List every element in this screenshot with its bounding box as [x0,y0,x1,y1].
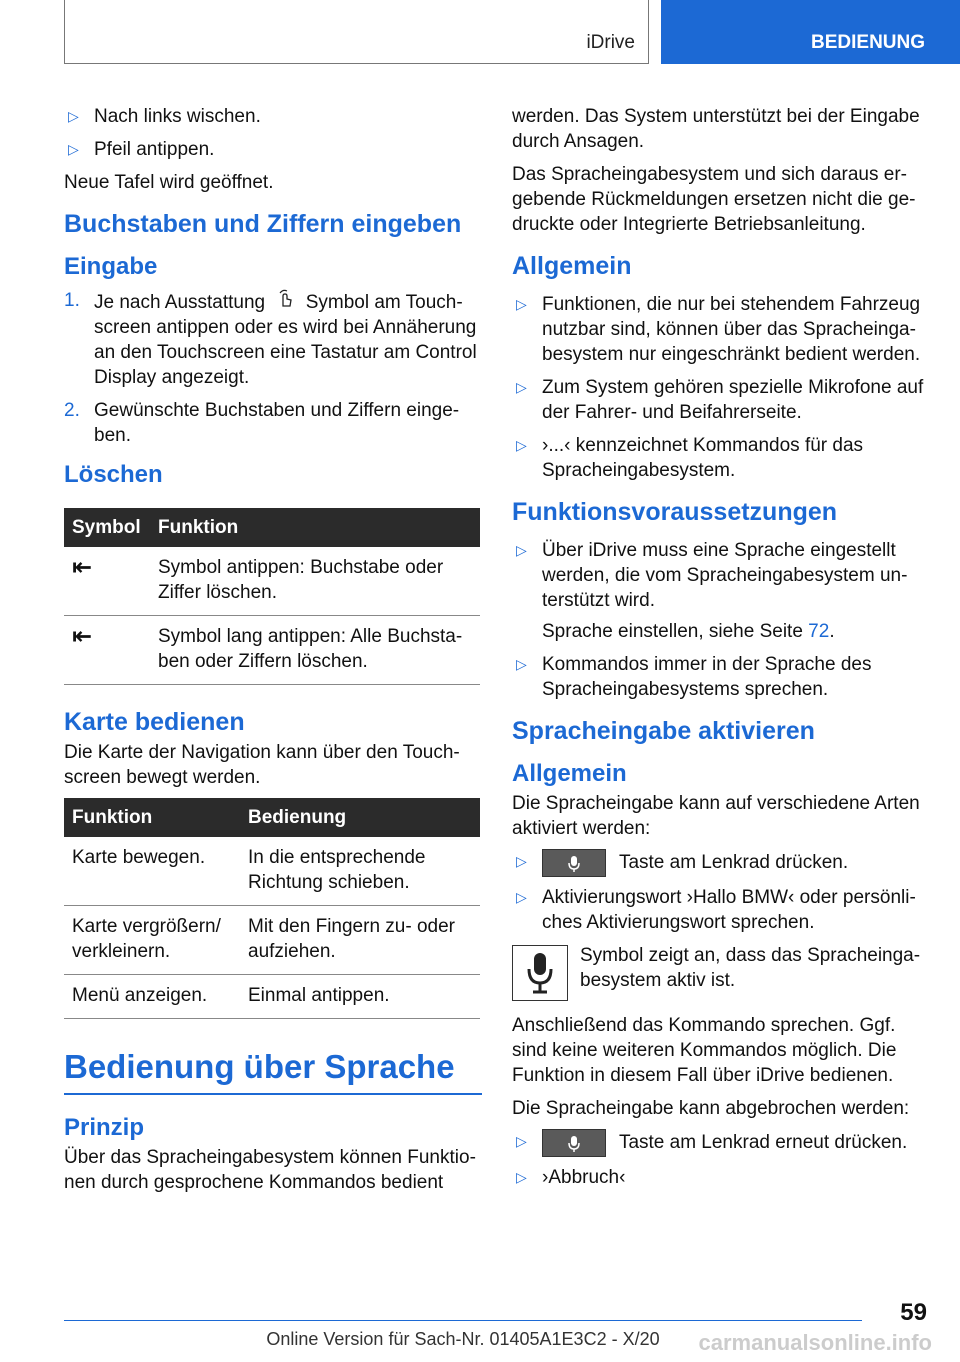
triangle-icon: ▷ [516,1169,527,1185]
list-item: ▷ Aktivierungswort ›Hallo BMW‹ oder persönliches Aktivierungswort sprechen. [516,887,916,933]
bullet-list [512,292,928,483]
backspace-icon: ⇤ [64,547,150,616]
list-item: ▷ ›...‹ kennzeichnet Kommandos für das Spracheingabesystem. [516,435,864,481]
step-list [64,288,482,448]
table-row: Menü anzeigen. Einmal antippen. [64,975,480,1019]
list-item: ▷ Taste am Lenkrad drücken. [512,849,928,877]
steering-voice-button-icon [542,849,606,877]
list-item: ▷ Kommandos immer in der Sprache des Spracheingabesystems sprechen. [516,654,872,700]
footer-text: Online Version für Sach-Nr. 01405A1E3C2 - X/20 [64,1320,862,1352]
page-link[interactable]: 72 [808,621,830,642]
list-item: ▷ Pfeil antippen. [68,139,215,160]
heading-aktivieren: Spracheingabe aktivieren [512,717,815,745]
list-item: 1. Je nach Ausstattung Symbol am Touchscreen antippen oder es wird bei Annäherung an den Touchscreen eine Tastatur am Control Display angezeigt. [64,290,477,388]
heading-allgemein: Allgemein [512,252,632,280]
page-header [0,0,960,66]
list-item: ▷ Zum System gehören spezielle Mikrofone auf der Fahrer- und Beifahrerseite. [516,377,924,423]
table-header: Symbol [64,508,150,547]
step-number: 2. [64,400,80,421]
bullet-list [512,1129,928,1190]
page-number: 59 [900,1299,927,1326]
header-frame [64,0,649,64]
paragraph: werden. Das System unterstützt bei der Eingabe durch Ansagen. [512,106,920,152]
heading-karte: Karte bedienen [64,708,245,736]
triangle-icon: ▷ [516,437,527,453]
paragraph: Über das Spracheingabesystem können Funktionen durch gesprochene Kommandos bedient [64,1147,476,1193]
header-section: iDrive [586,32,635,53]
hand-touch-icon [270,288,300,315]
triangle-icon: ▷ [68,108,79,124]
triangle-icon: ▷ [516,379,527,395]
paragraph: Die Spracheingabe kann abgebrochen werden: [512,1098,910,1119]
table-header: Bedienung [240,798,480,837]
triangle-icon: ▷ [516,542,527,558]
backspace-icon: ⇤ [64,616,150,685]
paragraph: Die Karte der Navigation kann über den Touchscreen bewegt werden. [64,742,460,788]
triangle-icon: ▷ [516,296,527,312]
heading-prinzip: Prinzip [64,1114,145,1141]
heading-sprache: Bedienung über Sprache [64,1047,482,1095]
paragraph: Anschließend das Kommando sprechen. Ggf. sind keine weiteren Kommandos möglich. Die Funktion in diesem Fall über iDrive bedienen. [512,1015,897,1086]
step-number: 1. [64,290,80,311]
triangle-icon: ▷ [516,853,527,869]
table-row: ⇤ Symbol antippen: Buchstabe oder Ziffer löschen. [64,547,480,616]
table-row: Karte bewegen. In die entsprechende Richtung schieben. [64,837,480,906]
left-column [64,104,482,1203]
heading-loeschen: Löschen [64,461,163,488]
list-item: 2. Gewünschte Buchstaben und Ziffern eingeben. [64,400,460,446]
triangle-icon: ▷ [68,141,79,157]
microphone-icon [512,945,568,1001]
list-item: ▷ Über iDrive muss eine Sprache eingestellt werden, die vom Spracheingabesystem unterstützt wird. Sprache einstellen, siehe Seite 72. [512,538,928,644]
bullet-list [512,538,928,702]
bullet-list [64,104,482,162]
list-item: ▷ ›Abbruch‹ [516,1167,626,1188]
table-row: ⇤ Symbol lang antippen: Alle Buchstaben oder Ziffern löschen. [64,616,480,685]
bullet-list [512,849,928,935]
heading-eingabe: Eingabe [64,253,158,280]
delete-table [64,508,480,685]
list-item: ▷ Taste am Lenkrad erneut drücken. [512,1129,928,1157]
watermark: carmanualsonline.info [698,1330,932,1355]
heading-allgemein-2: Allgemein [512,760,627,787]
paragraph: Neue Tafel wird geöffnet. [64,172,274,193]
steering-voice-button-icon [542,1129,606,1157]
heading-funktionsvoraussetzungen: Funktionsvoraussetzungen [512,498,838,526]
paragraph: Die Spracheingabe kann auf verschiedene Arten aktiviert werden: [512,793,920,839]
map-table [64,798,480,1019]
paragraph: Das Spracheingabesystem und sich daraus ergebende Rückmeldungen ersetzen nicht die gedruckte oder Integrierte Betriebsanleitung. [512,164,916,235]
table-header: Funktion [150,508,480,547]
triangle-icon: ▷ [516,1133,527,1149]
table-row: Karte vergrößern/ verkleinern. Mit den Fingern zu- oder aufziehen. [64,906,480,975]
list-item: ▷ Nach links wischen. [68,106,261,127]
heading-buchstaben: Buchstaben und Ziffern eingeben [64,210,462,238]
header-tab[interactable]: BEDIENUNG [661,0,960,64]
table-header: Funktion [64,798,240,837]
right-column [512,104,928,1198]
list-item: ▷ Funktionen, die nur bei stehendem Fahrzeug nutzbar sind, können über das Spracheingabesystem nur eingeschränkt bedient werden. [516,294,921,365]
triangle-icon: ▷ [516,656,527,672]
symbol-note: Symbol zeigt an, dass das Spracheingabesystem aktiv ist. [512,943,928,1005]
triangle-icon: ▷ [516,889,527,905]
cross-reference: Sprache einstellen, siehe Seite 72. [542,621,835,642]
